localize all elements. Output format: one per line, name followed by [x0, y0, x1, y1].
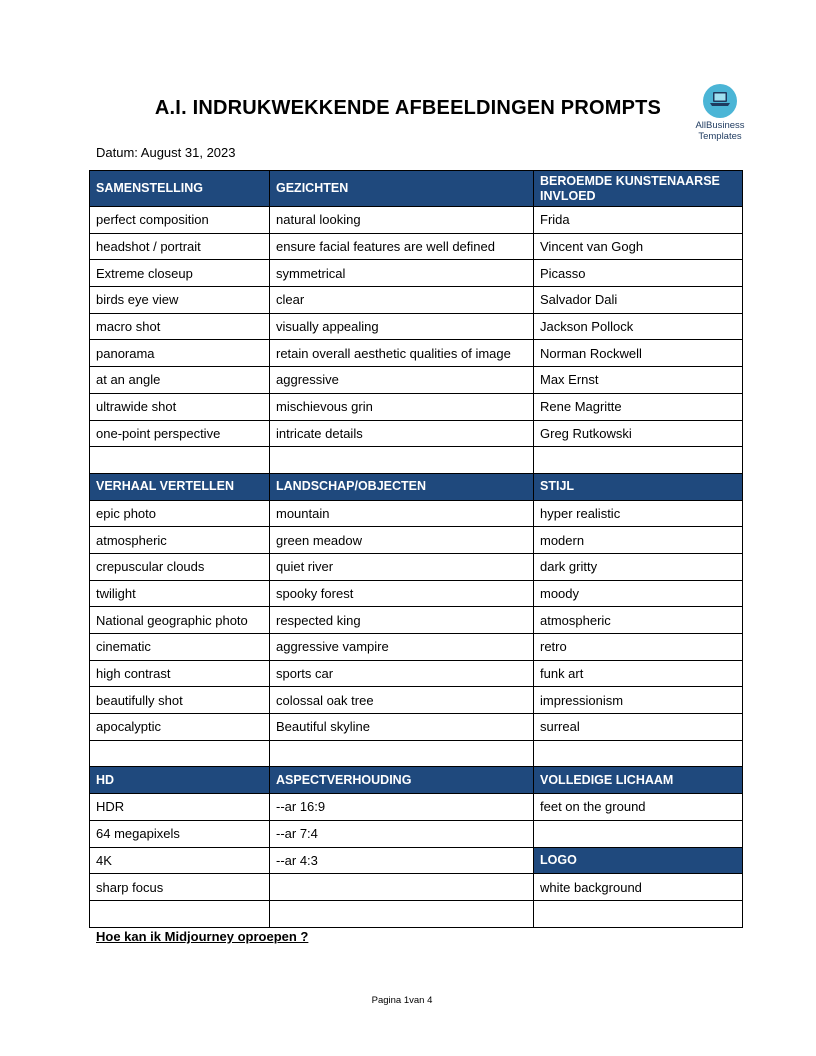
section-header-cell: STIJL [534, 473, 743, 500]
table-cell: perfect composition [90, 207, 270, 234]
table-row [90, 847, 743, 874]
prompts-table-body [90, 171, 743, 928]
prompts-table [89, 170, 743, 928]
table-cell [90, 740, 270, 767]
table-row [90, 527, 743, 554]
table-cell: retro [534, 634, 743, 661]
table-cell: cinematic [90, 634, 270, 661]
table-cell: ensure facial features are well defined [270, 233, 534, 260]
table-cell [90, 900, 270, 927]
table-row [90, 473, 743, 500]
table-cell [534, 820, 743, 847]
table-cell: Jackson Pollock [534, 313, 743, 340]
table-cell: one-point perspective [90, 420, 270, 447]
table-cell: epic photo [90, 500, 270, 527]
table-cell: National geographic photo [90, 607, 270, 634]
table-row [90, 874, 743, 901]
table-row [90, 393, 743, 420]
table-row [90, 794, 743, 821]
table-cell: Extreme closeup [90, 260, 270, 287]
table-cell: impressionism [534, 687, 743, 714]
table-cell: Max Ernst [534, 367, 743, 394]
table-cell: mischievous grin [270, 393, 534, 420]
section-header-cell: ASPECTVERHOUDING [270, 767, 534, 794]
table-row [90, 207, 743, 234]
table-cell: spooky forest [270, 580, 534, 607]
section-header-cell: VERHAAL VERTELLEN [90, 473, 270, 500]
table-row [90, 420, 743, 447]
table-cell: moody [534, 580, 743, 607]
table-cell: green meadow [270, 527, 534, 554]
table-cell: sports car [270, 660, 534, 687]
table-cell: panorama [90, 340, 270, 367]
table-cell [270, 740, 534, 767]
table-cell: surreal [534, 714, 743, 741]
section-header-cell: LANDSCHAP/OBJECTEN [270, 473, 534, 500]
table-cell: Rene Magritte [534, 393, 743, 420]
table-cell: retain overall aesthetic qualities of image [270, 340, 534, 367]
table-cell: Picasso [534, 260, 743, 287]
section-header-cell: GEZICHTEN [270, 171, 534, 207]
table-cell: Norman Rockwell [534, 340, 743, 367]
table-cell: Beautiful skyline [270, 714, 534, 741]
table-row [90, 287, 743, 314]
table-cell: high contrast [90, 660, 270, 687]
table-cell [270, 447, 534, 474]
section-header-cell: SAMENSTELLING [90, 171, 270, 207]
table-row [90, 767, 743, 794]
table-cell: atmospheric [90, 527, 270, 554]
table-cell: Greg Rutkowski [534, 420, 743, 447]
table-row [90, 820, 743, 847]
table-row [90, 171, 743, 207]
table-cell: at an angle [90, 367, 270, 394]
table-cell: birds eye view [90, 287, 270, 314]
section-header-cell: BEROEMDE KUNSTENAARSE INVLOED [534, 171, 743, 207]
table-row [90, 553, 743, 580]
table-cell: colossal oak tree [270, 687, 534, 714]
table-cell [534, 900, 743, 927]
table-cell: 64 megapixels [90, 820, 270, 847]
table-cell: aggressive [270, 367, 534, 394]
table-cell [90, 447, 270, 474]
page-footer: Pagina 1van 4 [371, 995, 433, 1006]
section-header-cell: VOLLEDIGE LICHAAM [534, 767, 743, 794]
table-cell: hyper realistic [534, 500, 743, 527]
table-cell: visually appealing [270, 313, 534, 340]
table-cell: apocalyptic [90, 714, 270, 741]
table-cell: natural looking [270, 207, 534, 234]
midjourney-link[interactable]: Hoe kan ik Midjourney oproepen ? [96, 929, 309, 944]
table-cell [270, 900, 534, 927]
table-cell: --ar 7:4 [270, 820, 534, 847]
table-row [90, 660, 743, 687]
table-cell: Frida [534, 207, 743, 234]
table-row [90, 233, 743, 260]
table-row [90, 340, 743, 367]
table-cell: HDR [90, 794, 270, 821]
table-cell: dark gritty [534, 553, 743, 580]
table-row [90, 900, 743, 927]
company-logo [690, 84, 750, 142]
table-row [90, 714, 743, 741]
table-cell: headshot / portrait [90, 233, 270, 260]
logo-text-line2: Templates [698, 131, 742, 142]
table-row [90, 740, 743, 767]
table-cell: --ar 4:3 [270, 847, 534, 874]
table-row [90, 500, 743, 527]
table-cell: quiet river [270, 553, 534, 580]
section-header-cell: LOGO [534, 847, 743, 874]
table-cell: crepuscular clouds [90, 553, 270, 580]
table-cell: aggressive vampire [270, 634, 534, 661]
table-cell: Salvador Dali [534, 287, 743, 314]
table-cell: respected king [270, 607, 534, 634]
table-row [90, 580, 743, 607]
date-line: Datum: August 31, 2023 [96, 145, 236, 160]
table-cell: macro shot [90, 313, 270, 340]
table-row [90, 260, 743, 287]
table-cell: symmetrical [270, 260, 534, 287]
table-cell: ultrawide shot [90, 393, 270, 420]
table-row [90, 634, 743, 661]
table-cell: modern [534, 527, 743, 554]
table-cell: clear [270, 287, 534, 314]
table-cell: mountain [270, 500, 534, 527]
table-cell: atmospheric [534, 607, 743, 634]
table-row [90, 367, 743, 394]
logo-text [690, 120, 750, 142]
table-cell [534, 447, 743, 474]
logo-text-line1: AllBusiness [695, 120, 745, 131]
laptop-icon [709, 90, 731, 113]
table-cell: sharp focus [90, 874, 270, 901]
table-cell: Vincent van Gogh [534, 233, 743, 260]
table-cell: 4K [90, 847, 270, 874]
table-cell: twilight [90, 580, 270, 607]
table-row [90, 313, 743, 340]
table-cell: intricate details [270, 420, 534, 447]
table-cell [270, 874, 534, 901]
table-cell: beautifully shot [90, 687, 270, 714]
table-row [90, 687, 743, 714]
table-row [90, 447, 743, 474]
table-row [90, 607, 743, 634]
logo-circle [703, 84, 737, 118]
page-title: A.I. INDRUKWEKKENDE AFBEELDINGEN PROMPTS [154, 97, 662, 119]
table-cell: white background [534, 874, 743, 901]
table-cell [534, 740, 743, 767]
section-header-cell: HD [90, 767, 270, 794]
table-cell: funk art [534, 660, 743, 687]
table-cell: feet on the ground [534, 794, 743, 821]
table-cell: --ar 16:9 [270, 794, 534, 821]
